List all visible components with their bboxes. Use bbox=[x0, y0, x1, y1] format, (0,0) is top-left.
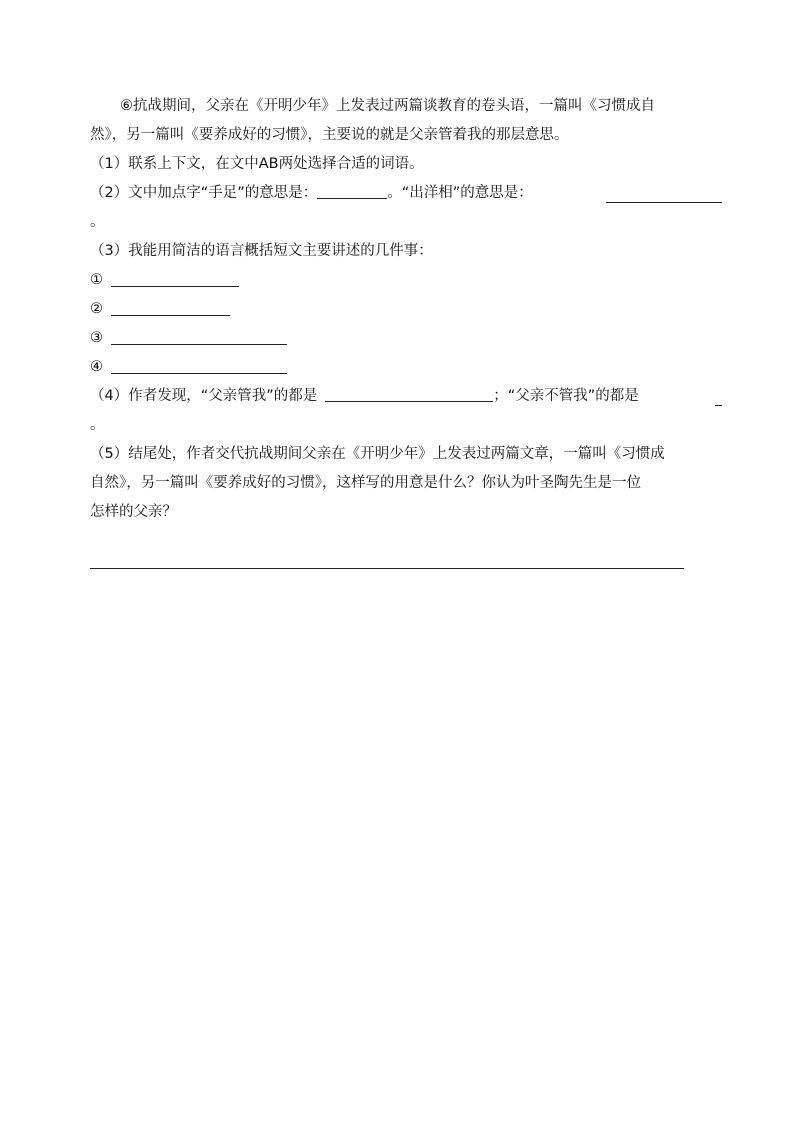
answer-line-2[interactable] bbox=[111, 297, 230, 316]
question-3-item-3 bbox=[90, 324, 722, 353]
answer-line-4[interactable] bbox=[111, 355, 287, 374]
paragraph-6-line-1: ⑥抗战期间，父亲在《开明少年》上发表过两篇谈教育的卷头语，一篇叫《习惯成自 bbox=[120, 98, 655, 114]
answer-blank-father-manages[interactable] bbox=[325, 383, 493, 402]
answer-line-1[interactable] bbox=[111, 268, 239, 287]
answer-blank-shouzu[interactable] bbox=[317, 180, 387, 199]
question-5-line-3: 怎样的父亲？ bbox=[90, 504, 177, 520]
question-4-end: 。 bbox=[90, 417, 105, 433]
answer-blank-father-not-manages[interactable] bbox=[715, 387, 722, 406]
question-4-text-b: ；“父亲不管我”的都是 bbox=[493, 388, 639, 404]
question-4-text-a: （4）作者发现，“父亲管我”的都是 bbox=[90, 388, 318, 404]
question-2-text-a: （2）文中加点字“手足”的意思是： bbox=[90, 185, 318, 201]
question-3-item-1 bbox=[90, 266, 722, 295]
exam-page bbox=[90, 92, 722, 527]
question-5-line-1: （5）结尾处，作者交代抗战期间父亲在《开明少年》上发表过两篇文章，一篇叫《习惯成 bbox=[90, 446, 665, 462]
question-2-text-b: 。“出洋相”的意思是： bbox=[387, 185, 533, 201]
item-number: ② bbox=[90, 301, 103, 317]
question-3-item-2 bbox=[90, 295, 722, 324]
answer-blank-chuyangxiang[interactable] bbox=[606, 184, 722, 203]
question-3: （3）我能用简洁的语言概括短文主要讲述的几件事： bbox=[90, 243, 433, 259]
item-number: ④ bbox=[90, 359, 103, 375]
question-1: （1）联系上下文，在文中AB两处选择合适的词语。 bbox=[90, 156, 424, 172]
question-5-line-2: 自然》，另一篇叫《要养成好的习惯》，这样写的用意是什么？你认为叶圣陶先生是一位 bbox=[90, 475, 641, 491]
question-3-item-4 bbox=[90, 353, 722, 382]
answer-line-3[interactable] bbox=[111, 326, 287, 345]
answer-line-question-5[interactable] bbox=[90, 568, 684, 569]
question-4 bbox=[90, 382, 722, 411]
question-2-end: 。 bbox=[90, 214, 105, 230]
question-2 bbox=[90, 179, 722, 208]
paragraph-6-line-2: 然》，另一篇叫《要养成好的习惯》，主要说的就是父亲管着我的那层意思。 bbox=[90, 127, 569, 143]
item-number: ① bbox=[90, 272, 103, 288]
item-number: ③ bbox=[90, 330, 103, 346]
